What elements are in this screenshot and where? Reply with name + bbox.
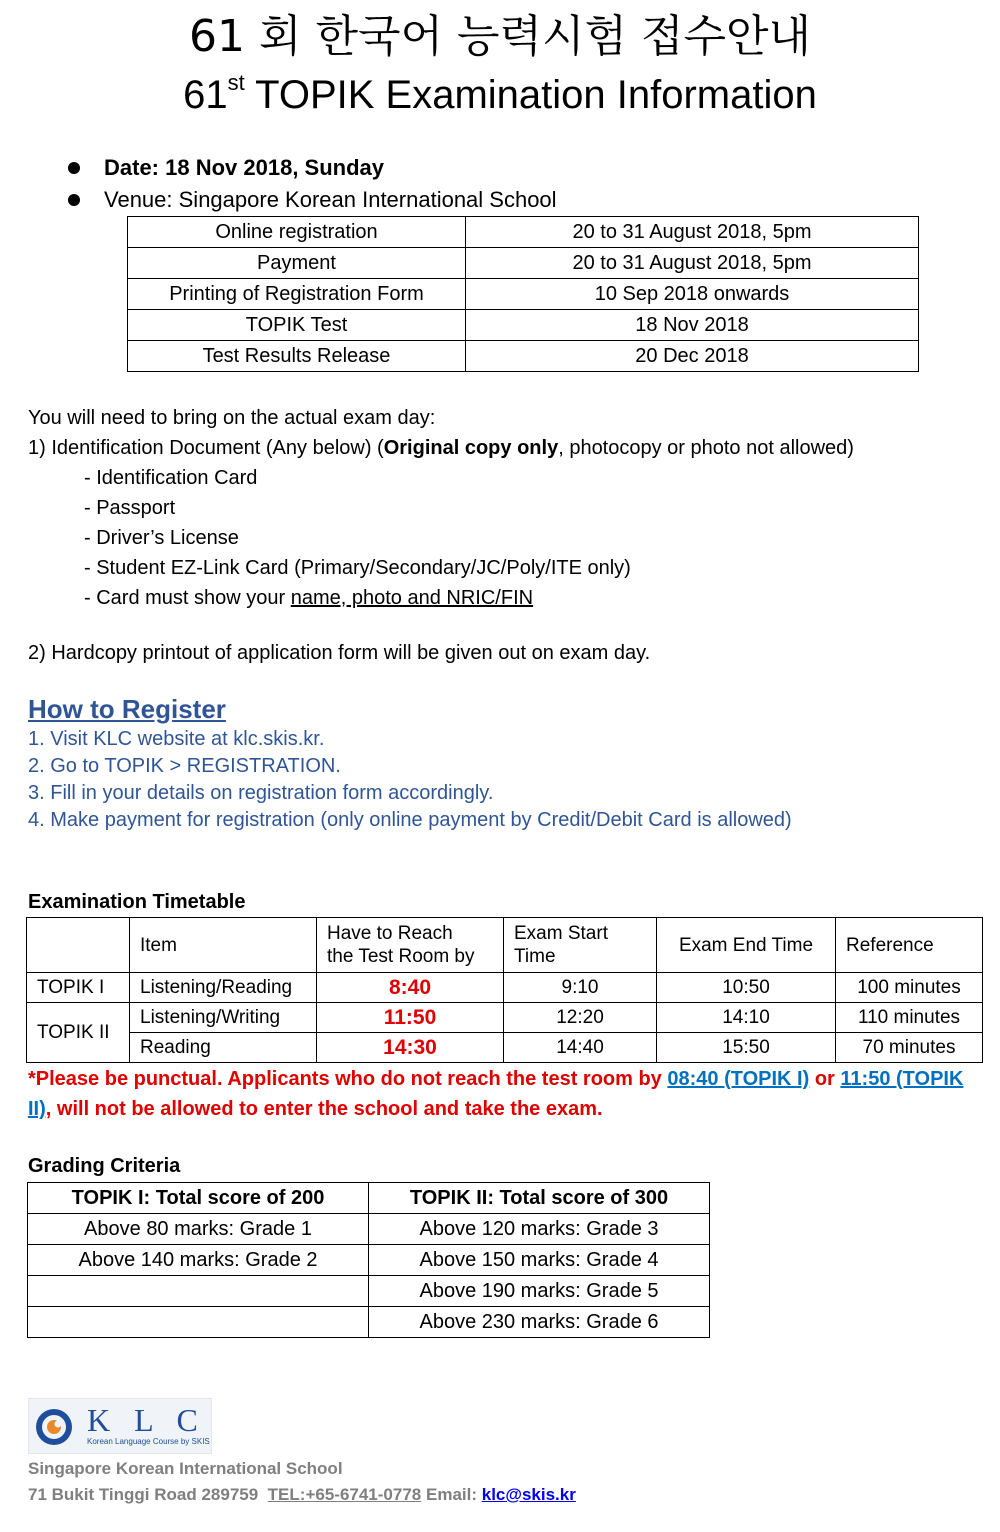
timetable-row <box>27 973 983 1003</box>
grading-topik1: Above 140 marks: Grade 2 <box>28 1245 369 1276</box>
bring-item-1-text: 1) Identification Document (Any below) ( <box>28 437 384 459</box>
timetable-item: Listening/Reading <box>130 973 317 1003</box>
grading-header-topik1: TOPIK I: Total score of 200 <box>28 1183 369 1214</box>
timetable-reach-time: 14:30 <box>317 1033 504 1063</box>
grading-table <box>27 1182 710 1338</box>
schedule-value: 20 Dec 2018 <box>466 341 919 372</box>
punctuality-notice <box>28 1064 968 1124</box>
klc-logo <box>28 1398 212 1454</box>
timetable-header-reach <box>317 918 504 973</box>
korean-title: 61 회 한국어 능력시험 접수안내 <box>189 11 811 62</box>
grading-topik2: Above 230 marks: Grade 6 <box>369 1307 710 1338</box>
klc-logo-text: K L C <box>87 1402 206 1438</box>
timetable-heading: Examination Timetable <box>28 891 246 913</box>
schedule-item: Printing of Registration Form <box>128 279 466 310</box>
exam-venue: Venue: Singapore Korean International School <box>104 187 557 212</box>
timetable-header-row <box>27 918 983 973</box>
doc-list-item: - Passport <box>84 497 176 519</box>
register-step: 3. Fill in your details on registration form accordingly. <box>28 782 494 804</box>
footer-phone[interactable]: TEL:+65-6741-0778 <box>267 1485 422 1504</box>
timetable-header-end: Exam End Time <box>657 918 836 973</box>
timetable-item: Listening/Writing <box>130 1003 317 1033</box>
schedule-item: Payment <box>128 248 466 279</box>
doc-list-item: - Driver’s License <box>84 527 239 549</box>
footer-school-name: Singapore Korean International School <box>28 1459 343 1478</box>
grading-topik1 <box>28 1276 369 1307</box>
timetable-reach-time: 8:40 <box>317 973 504 1003</box>
grading-header-topik2: TOPIK II: Total score of 300 <box>369 1183 710 1214</box>
timetable-reach-time: 11:50 <box>317 1003 504 1033</box>
schedule-row <box>128 279 919 310</box>
footer-address: 71 Bukit Tinggi Road 289759 <box>28 1485 259 1504</box>
timetable-header-blank <box>27 918 130 973</box>
schedule-row <box>128 310 919 341</box>
timetable-reference: 110 minutes <box>836 1003 983 1033</box>
timetable-header-start-line2: Time <box>514 946 556 967</box>
doc-list-item: - Identification Card <box>84 467 258 489</box>
card-requirement-prefix: - Card must show your <box>84 587 291 609</box>
english-title-text: TOPIK Examination Information <box>255 73 817 117</box>
timetable-reference: 100 minutes <box>836 973 983 1003</box>
grading-row <box>28 1307 710 1338</box>
schedule-row <box>128 248 919 279</box>
bring-item-1 <box>28 433 854 463</box>
schedule-table <box>127 216 919 372</box>
schedule-value: 20 to 31 August 2018, 5pm <box>466 217 919 248</box>
schedule-row <box>128 217 919 248</box>
timetable-header-reference: Reference <box>836 918 983 973</box>
register-step: 1. Visit KLC website at klc.skis.kr. <box>28 728 325 750</box>
grading-topik2: Above 190 marks: Grade 5 <box>369 1276 710 1307</box>
notice-text: , will not be allowed to enter the school and take the exam. <box>45 1098 603 1120</box>
timetable-end-time: 15:50 <box>657 1033 836 1063</box>
english-title-suffix: st <box>227 70 245 95</box>
timetable-start-time: 9:10 <box>504 973 657 1003</box>
grading-header-row <box>28 1183 710 1214</box>
timetable-level: TOPIK II <box>27 1003 130 1063</box>
timetable-row <box>27 1033 983 1063</box>
timetable-header-item: Item <box>130 918 317 973</box>
timetable-header-reach-line1: Have to Reach <box>327 923 453 944</box>
timetable-start-time: 14:40 <box>504 1033 657 1063</box>
timetable-row <box>27 1003 983 1033</box>
timetable-level: TOPIK I <box>27 973 130 1003</box>
venue-bullet <box>68 185 557 215</box>
bring-item-1-suffix: , photocopy or photo not allowed) <box>558 437 854 459</box>
bullet-dot-icon <box>68 194 80 206</box>
schedule-item: Test Results Release <box>128 341 466 372</box>
schedule-row <box>128 341 919 372</box>
timetable-end-time: 14:10 <box>657 1003 836 1033</box>
footer-email-label: Email: <box>425 1485 478 1504</box>
card-requirement-underlined: name, photo and NRIC/FIN <box>290 587 534 609</box>
notice-topik1-time: 08:40 (TOPIK I) <box>667 1068 810 1090</box>
notice-text: *Please be punctual. Applicants who do not reach the test room by <box>28 1068 668 1090</box>
grading-row <box>28 1276 710 1307</box>
footer-contact <box>28 1482 576 1508</box>
notice-topik2-time: 11:50 (TOPIK II) <box>28 1068 964 1120</box>
footer-email-link[interactable]: klc@skis.kr <box>481 1485 576 1504</box>
timetable-start-time: 12:20 <box>504 1003 657 1033</box>
bring-item-2: 2) Hardcopy printout of application form will be given out on exam day. <box>28 642 651 664</box>
doc-list-item: - Student EZ-Link Card (Primary/Secondary/JC/Poly/ITE only) <box>84 557 631 579</box>
timetable <box>26 917 983 1063</box>
date-bullet <box>68 153 384 183</box>
timetable-header-reach-line2: the Test Room by <box>327 946 475 967</box>
grading-topik2: Above 150 marks: Grade 4 <box>369 1245 710 1276</box>
grading-topik1: Above 80 marks: Grade 1 <box>28 1214 369 1245</box>
card-requirement <box>84 583 533 613</box>
schedule-value: 18 Nov 2018 <box>466 310 919 341</box>
original-copy-only: Original copy only <box>383 437 559 459</box>
timetable-header-start-line1: Exam Start <box>514 923 608 944</box>
timetable-header-start <box>504 918 657 973</box>
register-step: 2. Go to TOPIK > REGISTRATION. <box>28 755 341 777</box>
schedule-item: Online registration <box>128 217 466 248</box>
grading-heading: Grading Criteria <box>28 1155 181 1177</box>
register-step: 4. Make payment for registration (only online payment by Credit/Debit Card is allowed) <box>28 809 792 831</box>
english-title-number: 61 <box>183 73 228 117</box>
schedule-value: 10 Sep 2018 onwards <box>466 279 919 310</box>
grading-row <box>28 1214 710 1245</box>
how-to-register-heading: How to Register <box>28 694 226 724</box>
schedule-item: TOPIK Test <box>128 310 466 341</box>
exam-date: Date: 18 Nov 2018, Sunday <box>104 155 385 180</box>
english-title <box>0 68 1000 122</box>
timetable-reference: 70 minutes <box>836 1033 983 1063</box>
notice-text: or <box>809 1068 841 1090</box>
schedule-value: 20 to 31 August 2018, 5pm <box>466 248 919 279</box>
bullet-dot-icon <box>68 162 80 174</box>
grading-topik1 <box>28 1307 369 1338</box>
grading-topik2: Above 120 marks: Grade 3 <box>369 1214 710 1245</box>
grading-row <box>28 1245 710 1276</box>
timetable-item: Reading <box>130 1033 317 1063</box>
bring-intro: You will need to bring on the actual exam day: <box>28 407 436 429</box>
timetable-end-time: 10:50 <box>657 973 836 1003</box>
klc-logo-subtitle: Korean Language Course by SKIS <box>87 1437 210 1446</box>
